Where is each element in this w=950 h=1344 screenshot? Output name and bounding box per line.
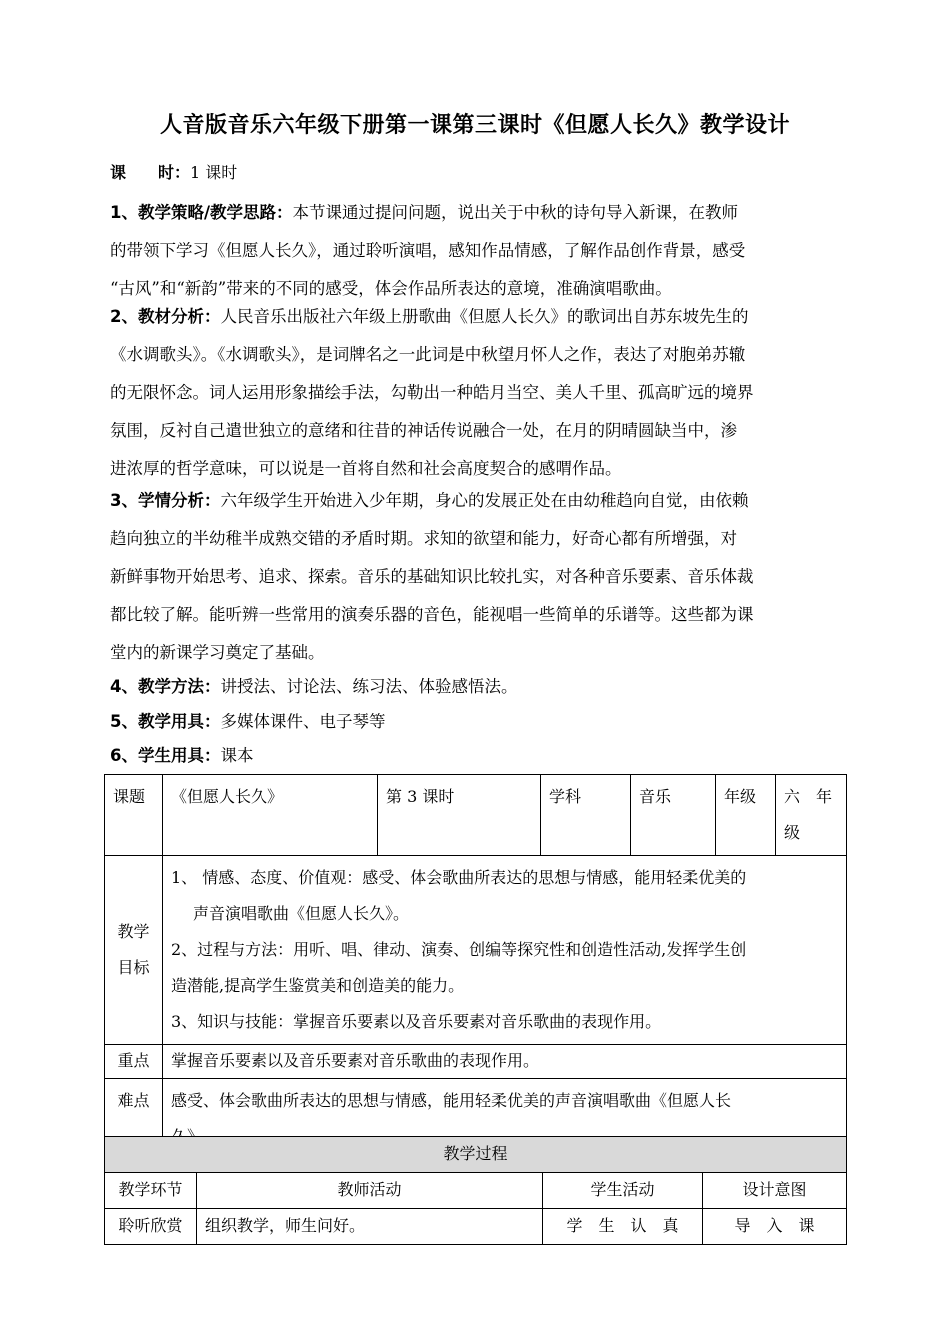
section-text: 多媒体课件、电子琴等 xyxy=(220,712,386,731)
goal-line: 3、知识与技能：掌握音乐要素以及音乐要素对音乐歌曲的表现作用。 xyxy=(171,1012,662,1031)
column-header: 设计意图 xyxy=(703,1173,847,1209)
table-row xyxy=(105,1045,847,1079)
table-cell: 学 生 认 真 xyxy=(543,1209,703,1245)
table-cell: 导 入 课 xyxy=(703,1209,847,1245)
class-hours-label: 课 时： xyxy=(110,163,191,182)
subject-value: 音乐 xyxy=(631,775,716,856)
section-text: 堂内的新课学习奠定了基础。 xyxy=(110,643,325,662)
section-text: 讲授法、讨论法、练习法、体验感悟法。 xyxy=(220,677,518,696)
section-text: 人民音乐出版社六年级上册歌曲《但愿人长久》的歌词出自苏东坡先生的 xyxy=(220,307,749,326)
table-row xyxy=(105,1173,847,1209)
key-point-content: 掌握音乐要素以及音乐要素对音乐歌曲的表现作用。 xyxy=(163,1045,847,1079)
section-text: “古风”和“新韵”带来的不同的感受，体会作品所表达的意境，准确演唱歌曲。 xyxy=(110,279,672,298)
section-teaching-methods xyxy=(110,668,840,706)
section-text: 进浓厚的哲学意味，可以说是一首将自然和社会高度契合的感喟作品。 xyxy=(110,459,622,478)
goals-content xyxy=(163,856,847,1045)
table-row xyxy=(105,856,847,1045)
section-student-analysis xyxy=(110,482,840,672)
section-material-analysis xyxy=(110,298,840,488)
section-text: 新鲜事物开始思考、追求、探索。音乐的基础知识比较扎实，对各种音乐要素、音乐体裁 xyxy=(110,567,754,586)
section-heading: 3、学情分析： xyxy=(110,491,221,510)
grade-label: 年级 xyxy=(716,775,776,856)
goal-line: 造潜能,提高学生鉴赏美和创造美的能力。 xyxy=(171,976,465,995)
column-header: 教学环节 xyxy=(105,1173,197,1209)
section-heading: 5、教学用具： xyxy=(110,712,221,731)
topic-label: 课题 xyxy=(105,775,163,856)
section-heading: 2、教材分析： xyxy=(110,307,221,326)
section-text: 趋向独立的半幼稚半成熟交错的矛盾时期。求知的欲望和能力，好奇心都有所增强，对 xyxy=(110,529,737,548)
goal-line: 声音演唱歌曲《但愿人长久》。 xyxy=(193,904,410,923)
period-value: 第 3 课时 xyxy=(378,775,541,856)
document-title: 人音版音乐六年级下册第一课第三课时《但愿人长久》教学设计 xyxy=(159,113,790,138)
section-text: 本节课通过提问问题，说出关于中秋的诗句导入新课，在教师 xyxy=(292,203,739,222)
difficulty-content: 感受、体会歌曲所表达的思想与情感，能用轻柔优美的声音演唱歌曲《但愿人长 xyxy=(163,1079,847,1160)
column-header: 学生活动 xyxy=(543,1173,703,1209)
table-row xyxy=(105,1137,847,1173)
section-student-tools xyxy=(110,737,840,775)
section-text: 的无限怀念。词人运用形象描绘手法，勾勒出一种皓月当空、美人千里、孤高旷远的境界 xyxy=(110,383,754,402)
difficulty-label: 难点 xyxy=(105,1079,163,1160)
class-hours xyxy=(110,160,237,183)
section-heading: 1、教学策略/教学思路： xyxy=(110,203,293,222)
subject-label: 学科 xyxy=(541,775,631,856)
section-heading: 6、学生用具： xyxy=(110,746,221,765)
section-text: 的带领下学习《但愿人长久》，通过聆听演唱，感知作品情感，了解作品创作背景，感受 xyxy=(110,241,746,260)
section-text: 都比较了解。能听辨一些常用的演奏乐器的音色，能视唱一些简单的乐谱等。这些都为课 xyxy=(110,605,754,624)
class-hours-value: 1 课时 xyxy=(190,163,238,182)
section-text: 六年级学生开始进入少年期，身心的发展正处在由幼稚趋向自觉，由依赖 xyxy=(220,491,749,510)
table-row xyxy=(105,1209,847,1245)
section-text: 《水调歌头》。《水调歌头》，是词牌名之一此词是中秋望月怀人之作，表达了对胞弟苏辙 xyxy=(110,345,746,364)
section-text: 氛围，反衬自己遣世独立的意绪和往昔的神话传说融合一处，在月的阴晴圆缺当中，渗 xyxy=(110,421,737,440)
lesson-info-table xyxy=(104,774,847,1160)
table-cell: 组织教学，师生问好。 xyxy=(197,1209,543,1245)
section-teaching-tools xyxy=(110,703,840,741)
table-cell: 聆听欣赏 xyxy=(105,1209,197,1245)
section-strategy xyxy=(110,194,840,308)
topic-value: 《但愿人长久》 xyxy=(163,775,378,856)
grade-value: 六 年 级 xyxy=(776,775,847,856)
key-point-label: 重点 xyxy=(105,1045,163,1079)
goals-label: 教学 目标 xyxy=(105,856,163,1045)
teaching-process-table xyxy=(104,1136,847,1245)
section-heading: 4、教学方法： xyxy=(110,677,221,696)
column-header: 教师活动 xyxy=(197,1173,543,1209)
table-row xyxy=(105,775,847,856)
goal-line: 1、 情感、态度、价值观：感受、体会歌曲所表达的思想与情感，能用轻柔优美的 xyxy=(171,868,747,887)
process-header: 教学过程 xyxy=(105,1137,847,1173)
section-text: 课本 xyxy=(220,746,254,765)
goal-line: 2、过程与方法：用听、唱、律动、演奏、创编等探究性和创造性活动,发挥学生创 xyxy=(171,940,747,959)
